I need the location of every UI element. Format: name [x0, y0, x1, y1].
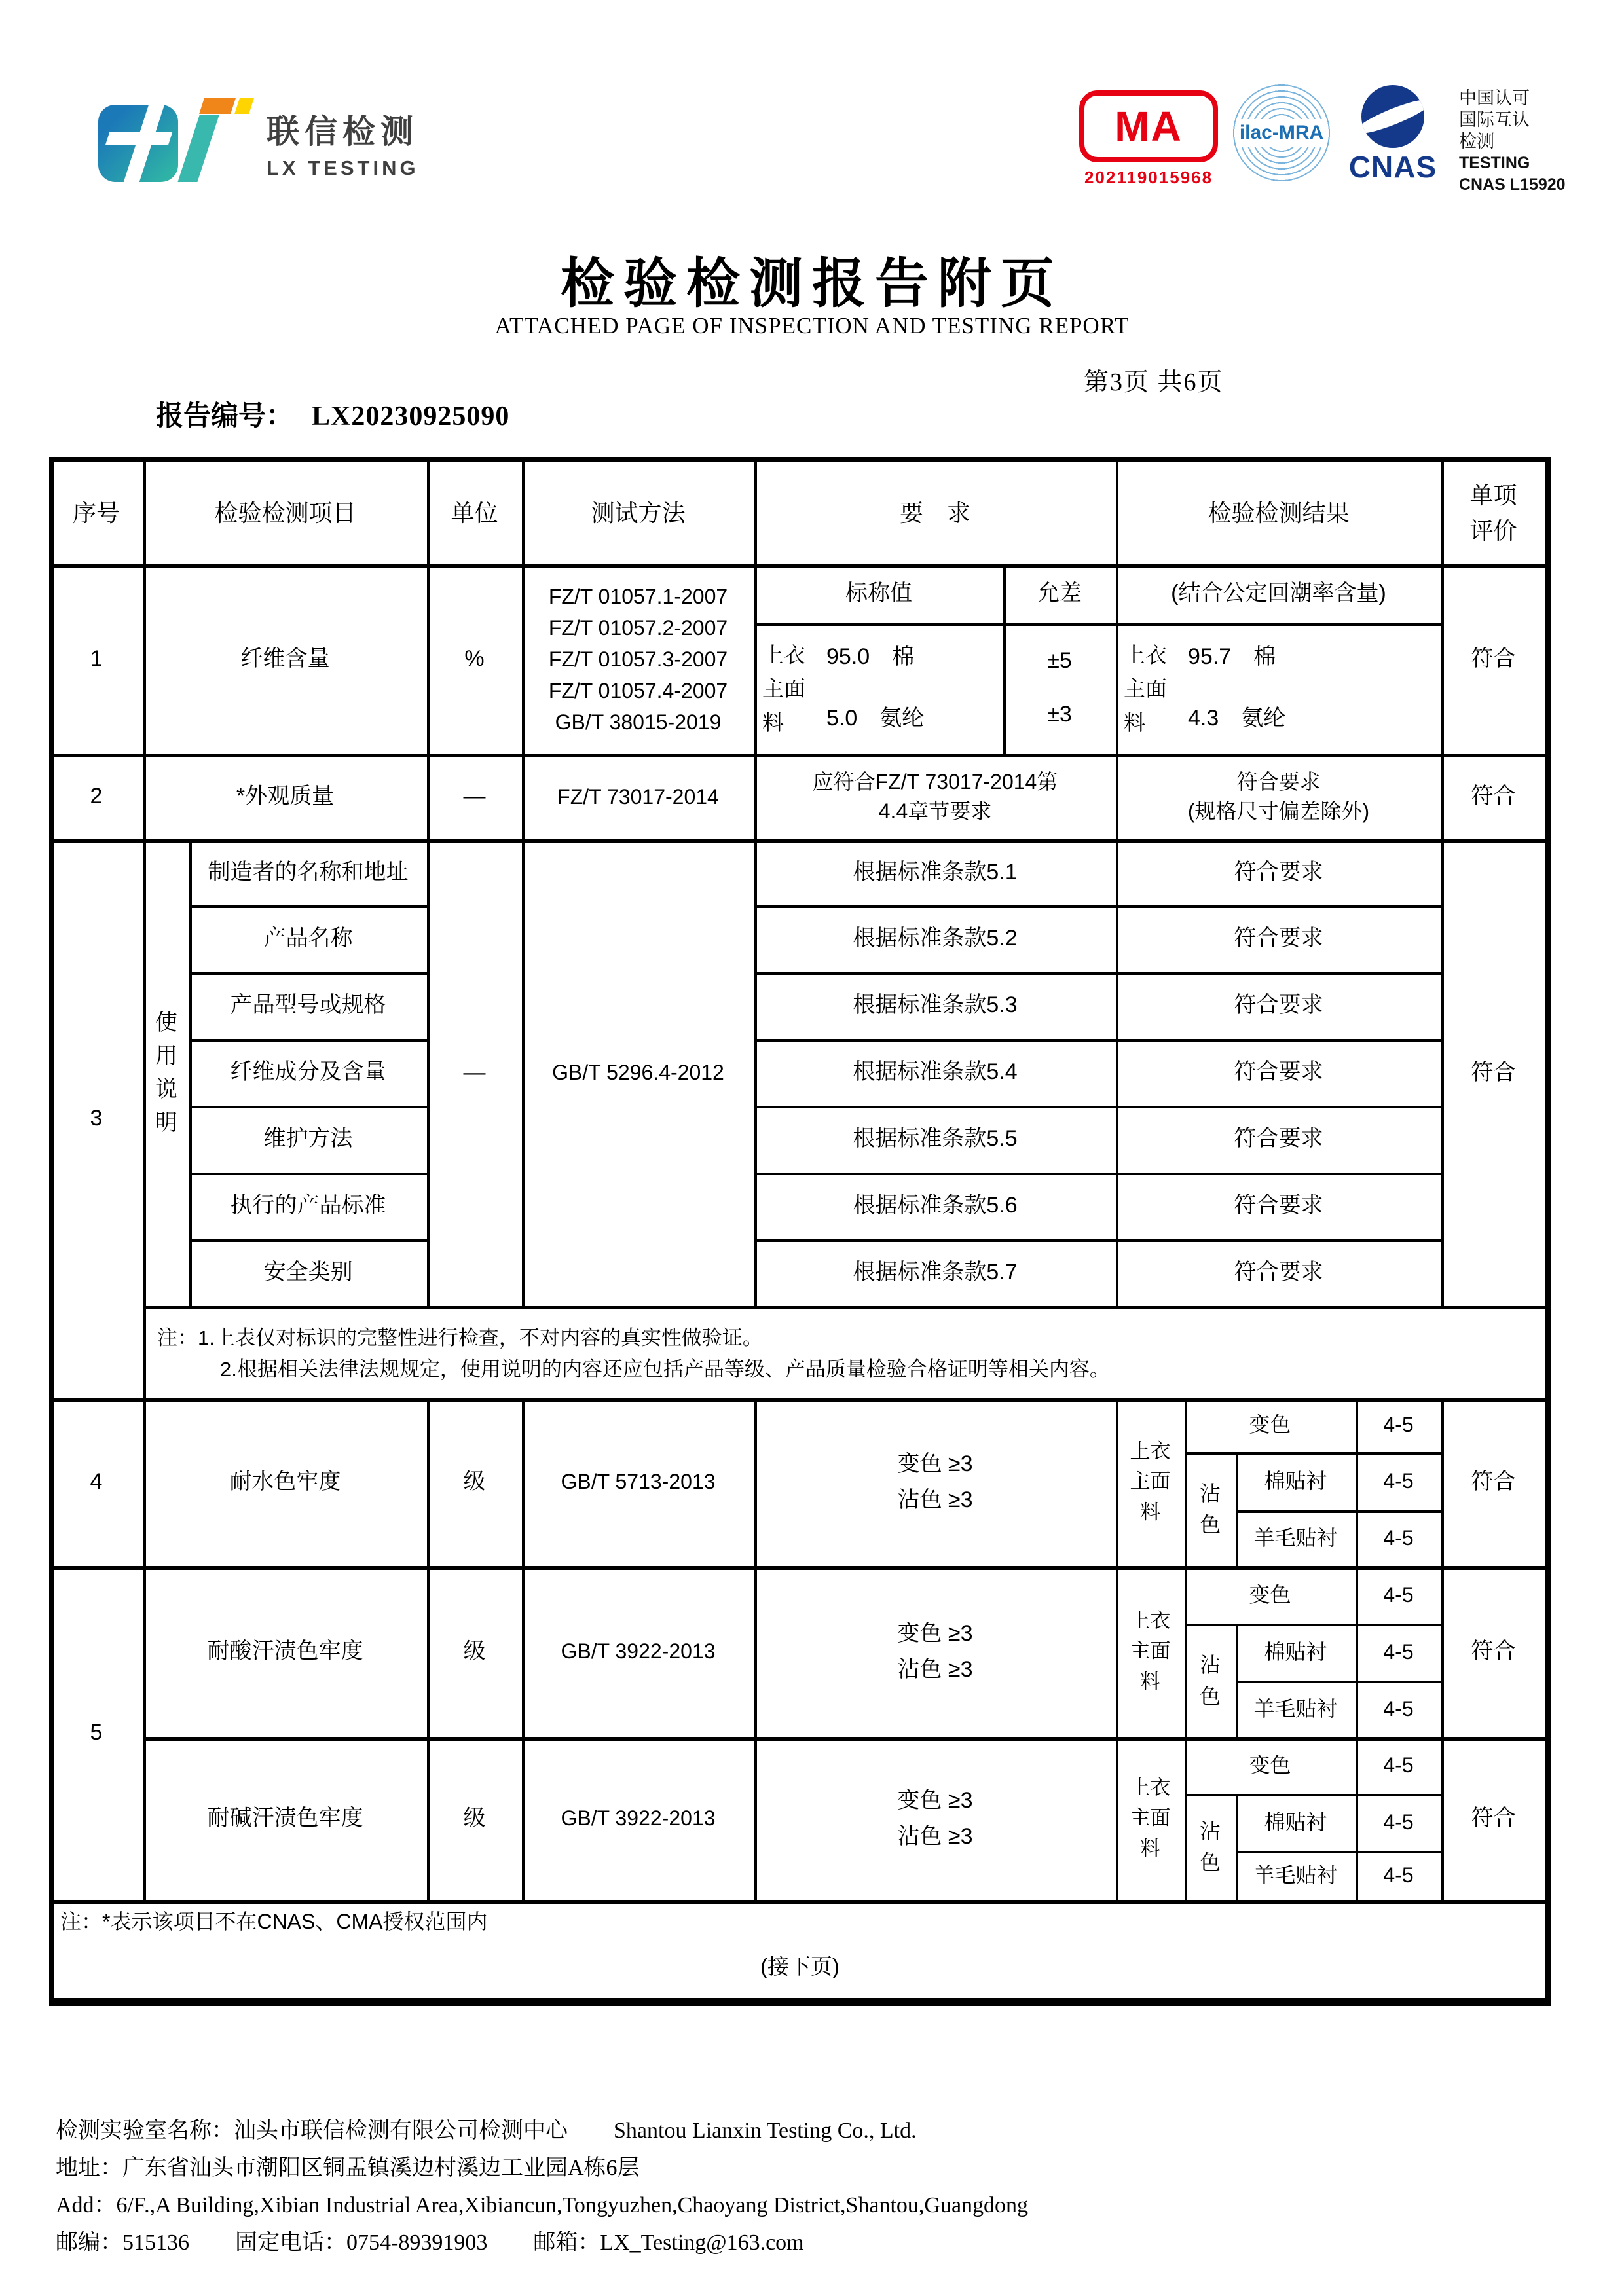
logo-text — [267, 105, 419, 180]
result-line: 符合要求 — [1236, 770, 1321, 794]
requirement-line: 沾色 ≥3 — [897, 1656, 973, 1682]
row3-note-line1: 注：1.上表仅对标识的完整性进行检查，不对内容的真实性做验证。 — [157, 1326, 763, 1349]
grid-line — [49, 839, 1551, 843]
grid-line — [754, 1239, 1441, 1242]
grid-line — [1185, 1624, 1441, 1626]
row1-item: 纤维含量 — [240, 646, 330, 672]
grid-line — [1236, 1851, 1441, 1853]
footer — [56, 2120, 1028, 2269]
grid-line — [189, 1039, 427, 1042]
cnas-swoosh-icon — [1361, 94, 1424, 139]
sample-part-label: 上衣主面料 — [1124, 643, 1167, 735]
report-number-label: 报告编号： — [156, 401, 294, 431]
row5a-sample-label-text: 上衣主面料 — [1130, 1609, 1171, 1693]
footer-gap — [487, 2232, 533, 2254]
footer-phone: 固定电话：0754-89391903 — [235, 2231, 488, 2255]
accreditation-line: 检测 — [1459, 132, 1494, 151]
row1-nominal-values — [754, 623, 1003, 754]
grid-line — [754, 1398, 757, 1900]
grid-line — [1545, 457, 1551, 2006]
footer-address-cn: 地址：广东省汕头市潮阳区铜盂镇溪边村溪边工业园A栋6层 — [56, 2156, 640, 2180]
row3-item-label: 维护方法 — [263, 1126, 353, 1152]
row5b-evaluation: 符合 — [1471, 1805, 1516, 1831]
col-header-unit: 单位 — [451, 499, 498, 526]
row3-method: GB/T 5296.4-2012 — [552, 1061, 724, 1085]
accreditation-text — [1459, 88, 1566, 196]
row3-requirement: 根据标准条款5.4 — [853, 1059, 1018, 1085]
row1-result-values — [1116, 623, 1441, 754]
grid-line — [143, 1737, 1551, 1741]
grid-line — [522, 457, 525, 1306]
row5a-evaluation: 符合 — [1471, 1638, 1516, 1664]
cnas-label: CNAS — [1348, 150, 1437, 184]
row3-result: 符合要求 — [1234, 1059, 1323, 1085]
accreditation-line: TESTING — [1459, 154, 1530, 172]
cnas-mark — [1344, 85, 1442, 185]
logo-cut-icon — [105, 132, 172, 145]
grid-line — [49, 457, 1551, 462]
row4-result-value: 4-5 — [1383, 1469, 1414, 1493]
requirement-line: 4.4章节要求 — [878, 799, 992, 823]
row5b-result-name: 羊毛贴衬 — [1253, 1863, 1338, 1887]
row4-result-value: 4-5 — [1383, 1413, 1414, 1437]
grid-line — [1236, 1510, 1441, 1513]
accreditation-line: CNAS L15920 — [1459, 175, 1566, 194]
row5a-result-value: 4-5 — [1383, 1696, 1414, 1721]
row5b-stain-label-text: 沾色 — [1199, 1819, 1221, 1874]
row3-note — [157, 1322, 1532, 1385]
cnas-icon — [1361, 85, 1424, 148]
col-header-item: 检验检测项目 — [214, 499, 356, 526]
cma-certificate-number: 202119015968 — [1084, 168, 1213, 187]
row3-item-label: 纤维成分及含量 — [230, 1059, 386, 1085]
row5b-result-name: 变色 — [1249, 1753, 1291, 1777]
tolerance-value: ±3 — [1047, 702, 1072, 727]
row3-result: 符合要求 — [1234, 1260, 1323, 1285]
row5b-result-value: 4-5 — [1383, 1810, 1414, 1834]
row5a-result-name: 羊毛贴衬 — [1253, 1696, 1338, 1721]
row1-no: 1 — [90, 646, 103, 672]
row3-result: 符合要求 — [1234, 993, 1323, 1018]
cma-icon — [1079, 90, 1218, 162]
row5a-stain-label — [1185, 1624, 1236, 1737]
report-number — [156, 394, 509, 433]
grid-line — [754, 1106, 1441, 1108]
row4-no: 4 — [90, 1468, 103, 1494]
grid-line — [1185, 1794, 1441, 1796]
grid-line — [754, 457, 757, 1306]
footer-lab-line — [56, 2120, 1028, 2142]
row5b-result-value: 4-5 — [1383, 1863, 1414, 1887]
grid-line — [1116, 457, 1118, 1306]
row3-group-label-text: 使用说明 — [155, 1010, 177, 1135]
row4-result-name: 变色 — [1249, 1413, 1291, 1437]
requirement-line: 沾色 ≥3 — [897, 1487, 973, 1512]
cma-letters: MA — [1115, 103, 1183, 150]
grid-line — [49, 1398, 1551, 1402]
grid-line — [143, 457, 146, 1900]
method-standard: FZ/T 01057.2-2007 — [548, 616, 728, 640]
row1-result-header: (结合公定回潮率含量) — [1171, 581, 1386, 606]
requirement-line: 变色 ≥3 — [897, 1621, 973, 1647]
row3-requirement: 根据标准条款5.1 — [853, 859, 1018, 884]
row5a-result-name: 棉贴衬 — [1264, 1640, 1327, 1664]
grid-line — [754, 972, 1441, 975]
row4-stain-label-text: 沾色 — [1199, 1482, 1221, 1537]
row2-evaluation: 符合 — [1471, 784, 1516, 809]
row2-requirement — [754, 754, 1116, 839]
grid-line — [1441, 457, 1444, 1306]
grid-line — [189, 1106, 427, 1108]
grid-line — [189, 905, 427, 908]
row4-result-name: 棉贴衬 — [1264, 1469, 1327, 1493]
row4-sample-label-text: 上衣主面料 — [1130, 1439, 1171, 1523]
grid-line — [1356, 1398, 1358, 1900]
logo-orange-bar-icon — [199, 98, 236, 114]
logo-name-cn: 联信检测 — [267, 113, 418, 150]
row5a-unit: 级 — [463, 1638, 486, 1664]
grid-line — [427, 457, 430, 1306]
ilac-mra-label: ilac-MRA — [1236, 119, 1327, 147]
grid-line — [754, 1173, 1441, 1175]
grid-line — [49, 1900, 1551, 1904]
grid-line — [1236, 1794, 1238, 1900]
row3-result: 符合要求 — [1234, 1193, 1323, 1218]
requirement-line: 变色 ≥3 — [897, 1788, 973, 1813]
row3-result: 符合要求 — [1234, 1126, 1323, 1152]
row5b-method: GB/T 3922-2013 — [561, 1806, 716, 1831]
row3-item-label-text: 制造者的名称和地址 — [208, 859, 409, 884]
row2-result — [1116, 754, 1441, 839]
row3-requirement: 根据标准条款5.3 — [853, 993, 1018, 1018]
row5b-unit: 级 — [463, 1805, 486, 1831]
row5b-sample-label-text: 上衣主面料 — [1130, 1776, 1171, 1860]
row3-group-label — [143, 839, 189, 1306]
row5b-requirement — [754, 1737, 1116, 1900]
continued-next-page: (接下页) — [760, 1954, 840, 1978]
requirement-line: 变色 ≥3 — [897, 1451, 973, 1477]
row1-tolerance-values — [1003, 623, 1116, 754]
grid-line — [1003, 564, 1006, 754]
grid-line — [1441, 1398, 1444, 1900]
grid-line — [49, 1566, 1551, 1570]
method-standard: GB/T 38015-2019 — [555, 710, 722, 734]
row3-item-label: 安全类别 — [263, 1260, 353, 1285]
col-header-result: 检验检测结果 — [1208, 499, 1350, 526]
grid-line — [754, 1039, 1441, 1042]
grid-line — [189, 972, 427, 975]
row5a-item: 耐酸汗渍色牢度 — [207, 1638, 363, 1664]
page-number: 第3页 共6页 — [1084, 369, 1224, 396]
row3-item-label — [189, 839, 427, 905]
grid-line — [143, 1306, 1551, 1309]
row5b-stain-label — [1185, 1794, 1236, 1900]
row4-evaluation: 符合 — [1471, 1468, 1516, 1494]
row5b-result-name: 棉贴衬 — [1264, 1810, 1327, 1834]
row3-evaluation: 符合 — [1471, 1059, 1516, 1085]
row3-note-line2: 2.根据相关法律法规规定，使用说明的内容还应包括产品等级、产品质量检验合格证明等相关内容。 — [220, 1358, 1110, 1381]
footer-contact-line — [56, 2232, 1028, 2254]
row4-result-value: 4-5 — [1383, 1526, 1414, 1550]
row1-tolerance-header: 允差 — [1037, 581, 1082, 606]
row3-requirement: 根据标准条款5.5 — [853, 1126, 1018, 1152]
grid-line — [1116, 1398, 1118, 1900]
row5-no: 5 — [90, 1720, 103, 1745]
col-header-evaluation-text: 单项评价 — [1469, 482, 1517, 544]
method-standard: FZ/T 01057.4-2007 — [548, 679, 728, 702]
row5b-item: 耐碱汗渍色牢度 — [207, 1805, 363, 1831]
logo-yellow-bar-icon — [234, 98, 254, 114]
row4-stain-label — [1185, 1452, 1236, 1566]
grid-line — [754, 905, 1441, 908]
requirement-line: 应符合FZ/T 73017-2014第 — [812, 770, 1058, 794]
col-header-method: 测试方法 — [591, 499, 686, 526]
row1-evaluation: 符合 — [1471, 646, 1516, 672]
requirement-line: 沾色 ≥3 — [897, 1823, 973, 1849]
grid-line — [189, 1173, 427, 1175]
row3-item-label: 产品型号或规格 — [230, 993, 386, 1018]
lx-testing-logo — [98, 97, 419, 189]
row4-method: GB/T 5713-2013 — [561, 1470, 716, 1494]
row5a-method: GB/T 3922-2013 — [561, 1639, 716, 1664]
logo-teal-bar-icon — [177, 115, 219, 182]
grid-line — [49, 1998, 1551, 2006]
lx-logo-icon — [98, 97, 252, 189]
method-standard: FZ/T 01057.1-2007 — [548, 585, 728, 608]
grid-line — [1185, 1398, 1187, 1900]
footer-gap — [189, 2232, 235, 2254]
row5a-result-value: 4-5 — [1383, 1640, 1414, 1664]
grid-line — [189, 839, 192, 1306]
row3-no: 3 — [90, 1105, 103, 1131]
grid-line — [427, 1398, 430, 1900]
footer-email: 邮箱：LX_Testing@163.com — [533, 2231, 804, 2255]
sample-part-label: 上衣主面料 — [762, 643, 805, 735]
row5a-requirement — [754, 1566, 1116, 1737]
row4-result-name: 羊毛贴衬 — [1253, 1526, 1338, 1550]
logo-blue-shape — [98, 105, 178, 182]
table-footnote: 注：*表示该项目不在CNAS、CMA授权范围内 — [60, 1909, 488, 1933]
nominal-value: 95.0 棉 — [826, 644, 915, 669]
row4-sample-label — [1116, 1398, 1185, 1566]
grid-line — [522, 1398, 525, 1900]
row2-method: FZ/T 73017-2014 — [557, 784, 719, 809]
row2-item: *外观质量 — [236, 784, 335, 809]
report-number-value: LX20230925090 — [312, 401, 510, 431]
accreditation-line: 国际互认 — [1459, 110, 1530, 130]
row2-unit: — — [463, 784, 486, 809]
result-value: 4.3 氨纶 — [1188, 706, 1286, 731]
row1-nominal-header: 标称值 — [845, 581, 912, 606]
row3-item-label: 产品名称 — [263, 926, 353, 951]
row4-item: 耐水色牢度 — [229, 1468, 341, 1494]
row3-requirement: 根据标准条款5.7 — [853, 1260, 1018, 1285]
row3-requirement: 根据标准条款5.6 — [853, 1193, 1018, 1218]
footer-gap — [568, 2120, 614, 2142]
row3-result: 符合要求 — [1234, 859, 1323, 884]
cma-mark — [1079, 90, 1218, 188]
result-value: 95.7 棉 — [1188, 644, 1276, 669]
row5b-sample-label — [1116, 1737, 1185, 1900]
footer-lab-en: Shantou Lianxin Testing Co., Ltd. — [614, 2119, 917, 2143]
grid-line — [1236, 1624, 1238, 1737]
tolerance-value: ±5 — [1047, 648, 1072, 673]
row5a-result-name: 变色 — [1249, 1582, 1291, 1607]
grid-line — [754, 623, 1441, 626]
page-title: 检验检测报告附页 — [560, 254, 1063, 314]
method-standard: FZ/T 01057.3-2007 — [548, 647, 728, 671]
row1-unit: % — [464, 646, 485, 672]
logo-name-en: LX TESTING — [267, 156, 419, 179]
row3-unit: — — [463, 1059, 486, 1085]
row5b-result-value: 4-5 — [1383, 1753, 1414, 1777]
grid-line — [1236, 1452, 1238, 1566]
col-header-no: 序号 — [72, 499, 120, 526]
row4-unit: 级 — [463, 1468, 486, 1494]
row3-item-label: 执行的产品标准 — [230, 1193, 386, 1218]
row1-methods — [522, 564, 754, 754]
result-line: (规格尺寸偏差除外) — [1187, 799, 1370, 823]
row4-requirement — [754, 1398, 1116, 1566]
row3-requirement: 根据标准条款5.2 — [853, 926, 1018, 951]
row3-result: 符合要求 — [1234, 926, 1323, 951]
row2-no: 2 — [90, 784, 103, 809]
row5a-result-value: 4-5 — [1383, 1582, 1414, 1607]
footer-address-en: Add：6/F.,A Building,Xibian Industrial Area,Xibiancun,Tongyuzhen,Chaoyang District,Shantou,Guangdong — [56, 2193, 1029, 2217]
accreditation-line: 中国认可 — [1459, 88, 1530, 108]
footer-lab-cn: 检测实验室名称：汕头市联信检测有限公司检测中心 — [56, 2119, 568, 2143]
grid-line — [1236, 1681, 1441, 1683]
col-header-evaluation — [1441, 462, 1545, 564]
col-header-requirement: 要 求 — [899, 499, 970, 526]
grid-line — [189, 1239, 427, 1242]
row5a-sample-label — [1116, 1566, 1185, 1737]
grid-line — [49, 564, 1551, 568]
page-subtitle: ATTACHED PAGE OF INSPECTION AND TESTING REPORT — [494, 313, 1130, 338]
ilac-mra-mark — [1232, 84, 1331, 182]
nominal-value: 5.0 氨纶 — [826, 706, 925, 731]
grid-line — [49, 457, 54, 2006]
grid-line — [49, 754, 1551, 757]
footer-postal-code: 邮编：515136 — [56, 2231, 189, 2255]
grid-line — [1185, 1452, 1441, 1455]
row5a-stain-label-text: 沾色 — [1199, 1652, 1221, 1708]
